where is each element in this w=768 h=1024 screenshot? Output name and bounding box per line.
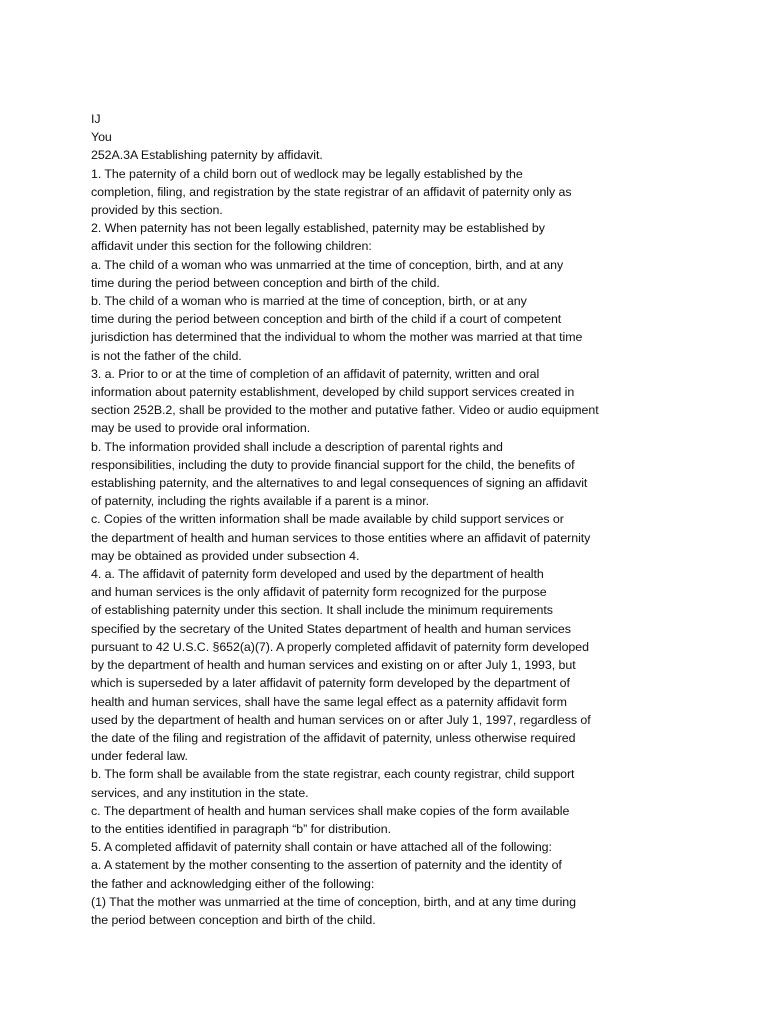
doc-line: pursuant to 42 U.S.C. §652(a)(7). A properly completed affidavit of paternity form developed bbox=[91, 639, 589, 654]
doc-line: establishing paternity, and the alternatives to and legal consequences of signing an affidavit bbox=[91, 476, 588, 491]
doc-line: a. A statement by the mother consenting to the assertion of paternity and the identity of bbox=[91, 858, 562, 873]
doc-line: You bbox=[91, 130, 112, 145]
doc-line: 5. A completed affidavit of paternity shall contain or have attached all of the following: bbox=[91, 840, 552, 855]
doc-line: IJ bbox=[91, 112, 101, 126]
doc-line: (1) That the mother was unmarried at the time of conception, birth, and at any time during bbox=[91, 894, 576, 909]
doc-line: b. The form shall be available from the state registrar, each county registrar, child support bbox=[91, 767, 575, 782]
document-body bbox=[91, 110, 751, 929]
doc-line: a. The child of a woman who was unmarried at the time of conception, birth, and at any bbox=[91, 257, 564, 272]
doc-line: the department of health and human services to those entities where an affidavit of paternity bbox=[91, 530, 591, 545]
section-heading: 252A.3A Establishing paternity by affidavit. bbox=[91, 148, 323, 163]
doc-line: 2. When paternity has not been legally established, paternity may be established by bbox=[91, 221, 545, 236]
doc-line: affidavit under this section for the following children: bbox=[91, 239, 372, 254]
doc-line: may be used to provide oral information. bbox=[91, 421, 311, 436]
doc-line: the father and acknowledging either of the following: bbox=[91, 876, 375, 891]
doc-line: under federal law. bbox=[91, 749, 188, 764]
doc-line: which is superseded by a later affidavit of paternity form developed by the department of bbox=[91, 676, 570, 691]
doc-line: completion, filing, and registration by the state registrar of an affidavit of paternity only as bbox=[91, 184, 572, 199]
doc-line: specified by the secretary of the United States department of health and human services bbox=[91, 621, 571, 636]
doc-line: services, and any institution in the state. bbox=[91, 785, 309, 800]
doc-line: b. The information provided shall include a description of parental rights and bbox=[91, 439, 503, 454]
doc-line: is not the father of the child. bbox=[91, 348, 242, 363]
doc-line: may be obtained as provided under subsection 4. bbox=[91, 548, 360, 563]
doc-line: information about paternity establishment, developed by child support services created in bbox=[91, 385, 575, 400]
doc-line: time during the period between conception and birth of the child. bbox=[91, 275, 440, 290]
doc-line: 1. The paternity of a child born out of wedlock may be legally established by the bbox=[91, 166, 523, 181]
doc-line: time during the period between conception and birth of the child if a court of competent bbox=[91, 312, 562, 327]
doc-line: responsibilities, including the duty to provide financial support for the child, the benefits of bbox=[91, 457, 575, 472]
doc-line: b. The child of a woman who is married at the time of conception, birth, or at any bbox=[91, 294, 527, 309]
doc-line: c. The department of health and human services shall make copies of the form available bbox=[91, 803, 570, 818]
doc-line: of establishing paternity under this section. It shall include the minimum requirements bbox=[91, 603, 553, 618]
doc-line: jurisdiction has determined that the individual to whom the mother was married at that time bbox=[91, 330, 583, 345]
doc-line: by the department of health and human services and existing on or after July 1, 1993, but bbox=[91, 658, 576, 673]
doc-line: provided by this section. bbox=[91, 203, 223, 218]
doc-line: section 252B.2, shall be provided to the mother and putative father. Video or audio equipment bbox=[91, 403, 599, 418]
doc-line: 4. a. The affidavit of paternity form developed and used by the department of health bbox=[91, 567, 544, 582]
doc-line: used by the department of health and human services on or after July 1, 1997, regardless of bbox=[91, 712, 591, 727]
doc-line: to the entities identified in paragraph “b” for distribution. bbox=[91, 821, 392, 836]
doc-line: of paternity, including the rights available if a parent is a minor. bbox=[91, 494, 429, 509]
doc-line: c. Copies of the written information shall be made available by child support services or bbox=[91, 512, 564, 527]
doc-line: the date of the filing and registration of the affidavit of paternity, unless otherwise required bbox=[91, 730, 576, 745]
doc-line: and human services is the only affidavit of paternity form recognized for the purpose bbox=[91, 585, 547, 600]
doc-line: health and human services, shall have the same legal effect as a paternity affidavit form bbox=[91, 694, 567, 709]
doc-line: 3. a. Prior to or at the time of completion of an affidavit of paternity, written and oral bbox=[91, 366, 540, 381]
doc-line: the period between conception and birth of the child. bbox=[91, 912, 376, 927]
